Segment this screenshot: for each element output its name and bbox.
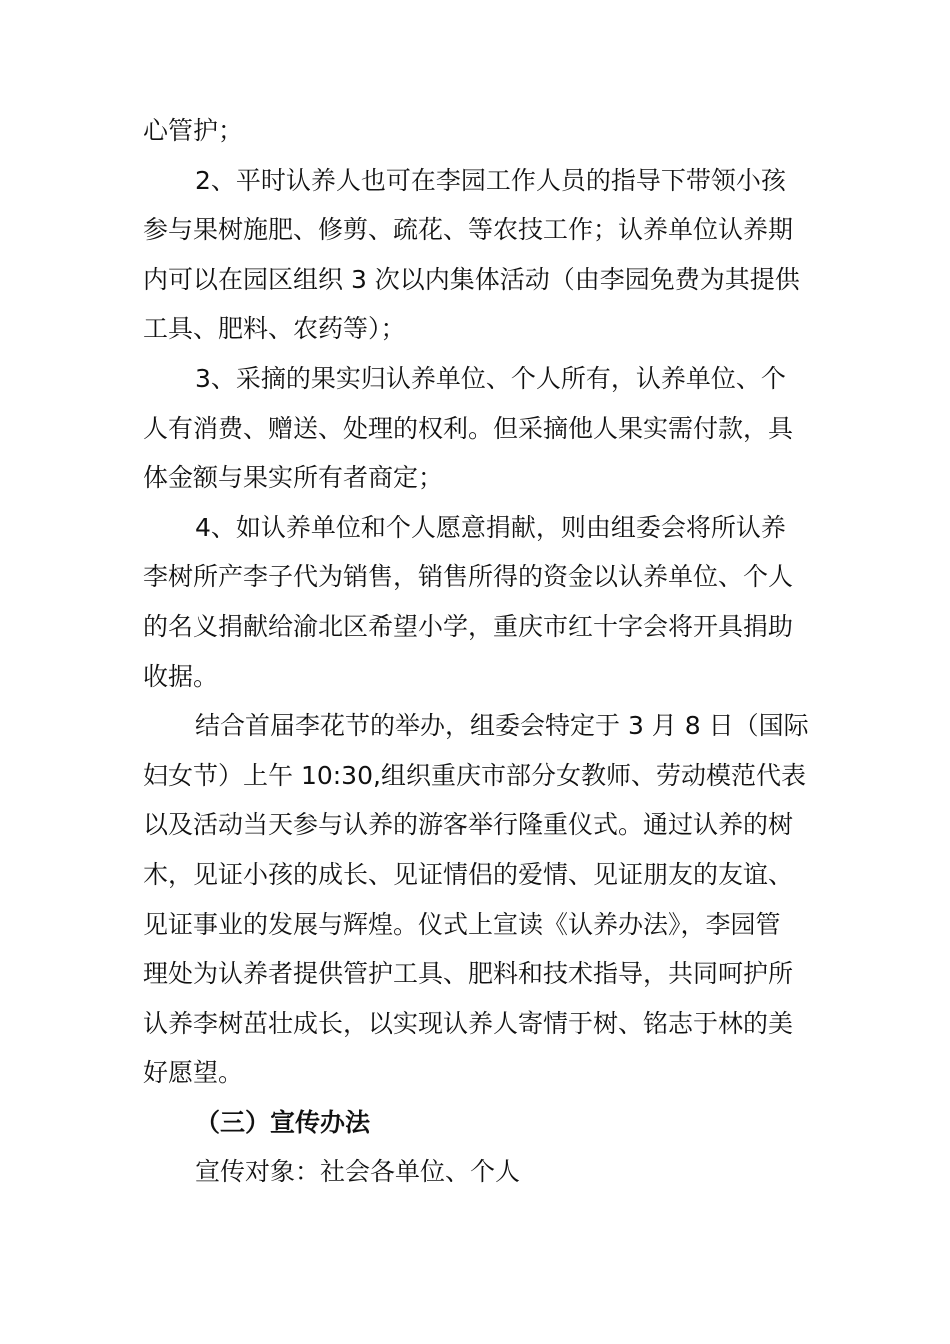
text-line: 内可以在园区组织 3 次以内集体活动（由李园免费为其提供: [143, 264, 800, 294]
text-line: 以及活动当天参与认养的游客举行隆重仪式。通过认养的树: [143, 810, 794, 840]
paragraph-3-start: 3、采摘的果实归认养单位、个人所有，认养单位、个: [195, 363, 786, 393]
text-line: 认养李树茁壮成长，以实现认养人寄情于树、铭志于林的美: [143, 1008, 794, 1038]
text-line: 收据。: [143, 661, 219, 691]
text-line: 人有消费、赠送、处理的权利。但采摘他人果实需付款，具: [143, 413, 794, 443]
text-line: 工具、肥料、农药等）；: [143, 314, 406, 344]
paragraph-4-start: 4、如认养单位和个人愿意捐献，则由组委会将所认养: [195, 512, 786, 542]
document-body: [143, 106, 829, 1197]
section-heading: （三）宣传办法: [195, 1107, 371, 1137]
text-line: 见证事业的发展与辉煌。仪式上宣读《认养办法》，李园管: [143, 909, 781, 939]
paragraph-ceremony-start: 结合首届李花节的举办，组委会特定于 3 月 8 日（国际: [195, 711, 809, 741]
text-line: 的名义捐献给渝北区希望小学，重庆市红十字会将开具捐助: [143, 611, 794, 641]
text-line: 心管护；: [143, 116, 244, 145]
text-line: 木，见证小孩的成长、见证情侣的爱情、见证朋友的友谊、: [143, 859, 794, 889]
text-line: 参与果树施肥、修剪、疏花、等农技工作；认养单位认养期: [143, 215, 794, 245]
text-line: 妇女节）上午 10:30,组织重庆市部分女教师、劳动模范代表: [143, 760, 806, 790]
text-line: 好愿望。: [143, 1058, 244, 1088]
publicity-target-line: 宣传对象：社会各单位、个人: [195, 1157, 521, 1187]
text-line: 李树所产李子代为销售，销售所得的资金以认养单位、个人: [143, 562, 794, 592]
text-line: 理处为认养者提供管护工具、肥料和技术指导，共同呵护所: [143, 959, 794, 989]
paragraph-2-start: 2、平时认养人也可在李园工作人员的指导下带领小孩: [195, 165, 786, 195]
text-line: 体金额与果实所有者商定；: [143, 463, 444, 493]
